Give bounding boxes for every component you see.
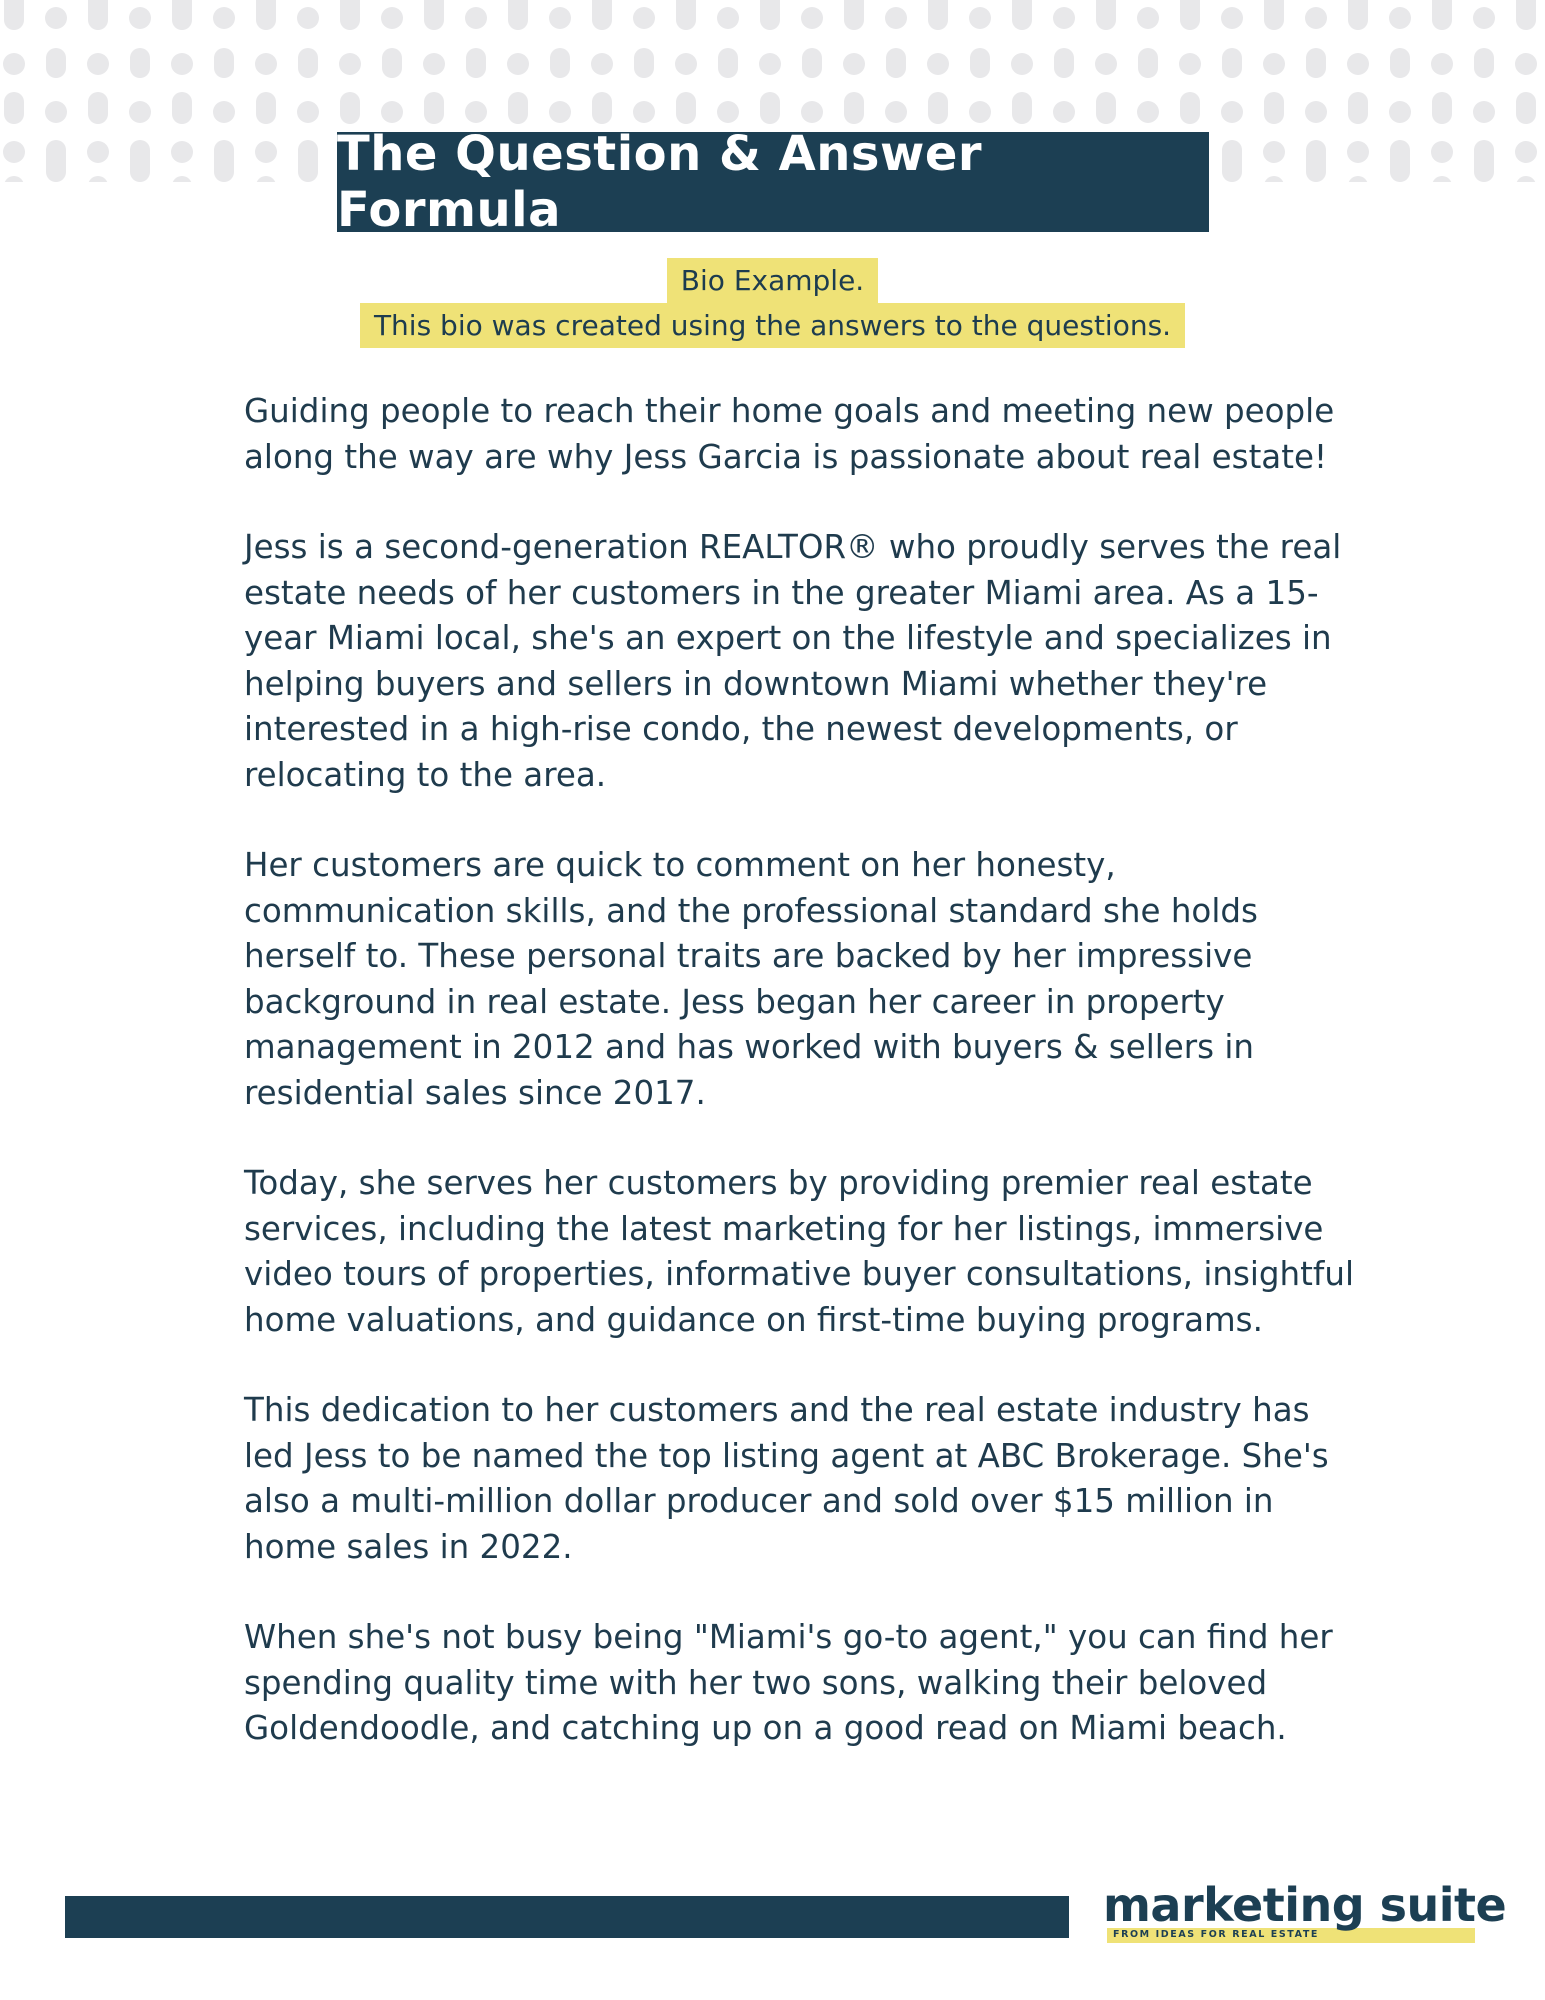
pattern-dot bbox=[423, 53, 445, 75]
pattern-bar bbox=[424, 92, 444, 124]
pattern-dot bbox=[1263, 53, 1285, 75]
pattern-bar bbox=[1180, 0, 1200, 30]
pattern-dot bbox=[1347, 53, 1369, 75]
pattern-dot bbox=[969, 7, 991, 29]
pattern-bar bbox=[508, 0, 528, 30]
pattern-dot bbox=[1053, 7, 1075, 29]
pattern-dot bbox=[717, 7, 739, 29]
pattern-bar bbox=[1432, 92, 1452, 124]
pattern-dot bbox=[1137, 7, 1159, 29]
pattern-dot bbox=[885, 101, 907, 123]
pattern-bar bbox=[1474, 48, 1494, 78]
pattern-bar bbox=[1390, 48, 1410, 78]
pattern-dot bbox=[1137, 101, 1159, 123]
pattern-dot bbox=[1515, 141, 1537, 163]
pattern-dot bbox=[1431, 53, 1453, 75]
pattern-bar bbox=[130, 48, 150, 78]
marketing-suite-logo bbox=[1103, 1878, 1507, 1944]
pattern-dot bbox=[633, 7, 655, 29]
bio-paragraph: Her customers are quick to comment on her honesty, communication skills, and the professional standard she holds herself to. These personal traits are backed by her impressive background in real estate. Jess began her career in property management in 2012 and has worked with buyers & sellers in residential sales since 2017. bbox=[244, 846, 1258, 1112]
pattern-bar bbox=[1390, 140, 1410, 182]
pattern-bar bbox=[340, 0, 360, 30]
logo-wordmark: marketing suite bbox=[1103, 1878, 1507, 1932]
pattern-bar bbox=[1516, 0, 1536, 30]
subtitle-line-1: Bio Example. bbox=[667, 258, 878, 303]
pattern-bar bbox=[592, 92, 612, 124]
pattern-bar bbox=[214, 48, 234, 78]
pattern-dot bbox=[297, 7, 319, 29]
pattern-bar bbox=[844, 0, 864, 30]
bio-paragraph: Jess is a second-generation REALTOR® who proudly serves the real estate needs of her customers in the greater Miami area. As a 15-year Miami local, she's an expert on the lifestyle and specializes in helping buyers and sellers in downtown Miami whether they're interested in a high-rise condo, the newest developments, or relocating to the area. bbox=[244, 528, 1342, 794]
pattern-bar bbox=[928, 92, 948, 124]
pattern-dot bbox=[3, 53, 25, 75]
footer-bar bbox=[65, 1896, 1069, 1938]
subtitle-line-2: This bio was created using the answers to the questions. bbox=[360, 303, 1185, 348]
pattern-bar bbox=[46, 140, 66, 182]
pattern-bar bbox=[886, 48, 906, 78]
pattern-bar bbox=[592, 0, 612, 30]
bio-text bbox=[244, 389, 1364, 1797]
pattern-dot bbox=[1263, 141, 1285, 163]
pattern-dot bbox=[801, 7, 823, 29]
pattern-bar bbox=[4, 0, 24, 30]
pattern-bar bbox=[1264, 0, 1284, 30]
pattern-bar bbox=[4, 92, 24, 124]
pattern-dot bbox=[129, 7, 151, 29]
pattern-bar bbox=[802, 48, 822, 78]
pattern-dot bbox=[507, 53, 529, 75]
pattern-dot bbox=[465, 101, 487, 123]
pattern-bar bbox=[718, 48, 738, 78]
pattern-bar bbox=[508, 92, 528, 124]
pattern-bar bbox=[634, 48, 654, 78]
pattern-dot bbox=[843, 53, 865, 75]
pattern-dot bbox=[171, 141, 193, 163]
pattern-dot bbox=[885, 7, 907, 29]
pattern-bar bbox=[88, 92, 108, 124]
pattern-dot bbox=[1515, 53, 1537, 75]
pattern-bar bbox=[1096, 0, 1116, 30]
pattern-bar bbox=[1096, 92, 1116, 124]
pattern-dot bbox=[717, 101, 739, 123]
pattern-dot bbox=[339, 53, 361, 75]
pattern-bar bbox=[298, 140, 318, 182]
pattern-bar bbox=[1306, 48, 1326, 78]
pattern-bar bbox=[676, 0, 696, 30]
pattern-bar bbox=[1138, 48, 1158, 78]
pattern-dot bbox=[1095, 53, 1117, 75]
bio-paragraph: Guiding people to reach their home goals and meeting new people along the way are why Jess Garcia is passionate about real estate! bbox=[244, 392, 1335, 476]
pattern-dot bbox=[1305, 101, 1327, 123]
pattern-dot bbox=[45, 101, 67, 123]
pattern-bar bbox=[46, 48, 66, 78]
pattern-dot bbox=[549, 101, 571, 123]
pattern-dot bbox=[465, 7, 487, 29]
pattern-dot bbox=[1389, 101, 1411, 123]
pattern-bar bbox=[424, 0, 444, 30]
pattern-bar bbox=[550, 48, 570, 78]
pattern-dot bbox=[1473, 7, 1495, 29]
pattern-bar bbox=[1474, 140, 1494, 182]
pattern-bar bbox=[1222, 140, 1242, 182]
pattern-bar bbox=[1054, 48, 1074, 78]
pattern-dot bbox=[1431, 141, 1453, 163]
pattern-dot bbox=[633, 101, 655, 123]
pattern-bar bbox=[928, 0, 948, 30]
pattern-dot bbox=[255, 141, 277, 163]
pattern-bar bbox=[130, 140, 150, 182]
pattern-dot bbox=[381, 7, 403, 29]
pattern-dot bbox=[87, 141, 109, 163]
bio-paragraph: Today, she serves her customers by providing premier real estate services, including the latest marketing for her listings, immersive video tours of properties, informative buyer consultations, insightful home valuations, and guidance on first-time buying programs. bbox=[244, 1164, 1354, 1339]
pattern-dot bbox=[381, 101, 403, 123]
pattern-dot bbox=[297, 101, 319, 123]
pattern-bar bbox=[1516, 92, 1536, 124]
pattern-dot bbox=[1011, 53, 1033, 75]
pattern-bar bbox=[1348, 0, 1368, 30]
pattern-dot bbox=[1179, 53, 1201, 75]
pattern-bar bbox=[340, 92, 360, 124]
pattern-bar bbox=[1432, 0, 1452, 30]
pattern-dot bbox=[927, 53, 949, 75]
pattern-dot bbox=[969, 101, 991, 123]
pattern-dot bbox=[1347, 141, 1369, 163]
pattern-dot bbox=[1389, 7, 1411, 29]
pattern-bar bbox=[214, 140, 234, 182]
pattern-bar bbox=[844, 92, 864, 124]
pattern-bar bbox=[466, 48, 486, 78]
pattern-dot bbox=[87, 53, 109, 75]
pattern-bar bbox=[1180, 92, 1200, 124]
pattern-dot bbox=[1221, 101, 1243, 123]
pattern-dot bbox=[3, 141, 25, 163]
bio-paragraph: This dedication to her customers and the real estate industry has led Jess to be named the top listing agent at ABC Brokerage. She's also a multi-million dollar producer and sold over $15 million in home sales in 2022. bbox=[244, 1391, 1329, 1566]
bio-paragraph: When she's not busy being "Miami's go-to agent," you can find her spending quality time with her two sons, walking their beloved Goldendoodle, and catching up on a good read on Miami beach. bbox=[244, 1618, 1333, 1747]
pattern-bar bbox=[172, 92, 192, 124]
pattern-bar bbox=[676, 92, 696, 124]
pattern-bar bbox=[298, 48, 318, 78]
pattern-bar bbox=[382, 48, 402, 78]
pattern-bar bbox=[760, 0, 780, 30]
pattern-dot bbox=[1305, 7, 1327, 29]
pattern-dot bbox=[759, 53, 781, 75]
logo-tagline: FROM IDEAS FOR REAL ESTATE bbox=[1113, 1929, 1320, 1940]
pattern-bar bbox=[970, 48, 990, 78]
pattern-dot bbox=[129, 101, 151, 123]
pattern-dot bbox=[1053, 101, 1075, 123]
pattern-dot bbox=[675, 53, 697, 75]
pattern-bar bbox=[760, 92, 780, 124]
subtitle-block bbox=[0, 258, 1545, 348]
pattern-dot bbox=[1221, 7, 1243, 29]
pattern-bar bbox=[172, 0, 192, 30]
pattern-dot bbox=[591, 53, 613, 75]
pattern-bar bbox=[256, 0, 276, 30]
pattern-bar bbox=[1012, 0, 1032, 30]
pattern-dot bbox=[549, 7, 571, 29]
pattern-dot bbox=[213, 101, 235, 123]
pattern-dot bbox=[45, 7, 67, 29]
pattern-dot bbox=[1473, 101, 1495, 123]
pattern-bar bbox=[1012, 92, 1032, 124]
pattern-dot bbox=[801, 101, 823, 123]
pattern-bar bbox=[1264, 92, 1284, 124]
pattern-dot bbox=[171, 53, 193, 75]
pattern-bar bbox=[1306, 140, 1326, 182]
pattern-bar bbox=[1222, 48, 1242, 78]
pattern-dot bbox=[213, 7, 235, 29]
page-title: The Question & Answer Formula bbox=[337, 132, 1209, 232]
pattern-dot bbox=[255, 53, 277, 75]
pattern-bar bbox=[88, 0, 108, 30]
pattern-bar bbox=[256, 92, 276, 124]
pattern-bar bbox=[1348, 92, 1368, 124]
